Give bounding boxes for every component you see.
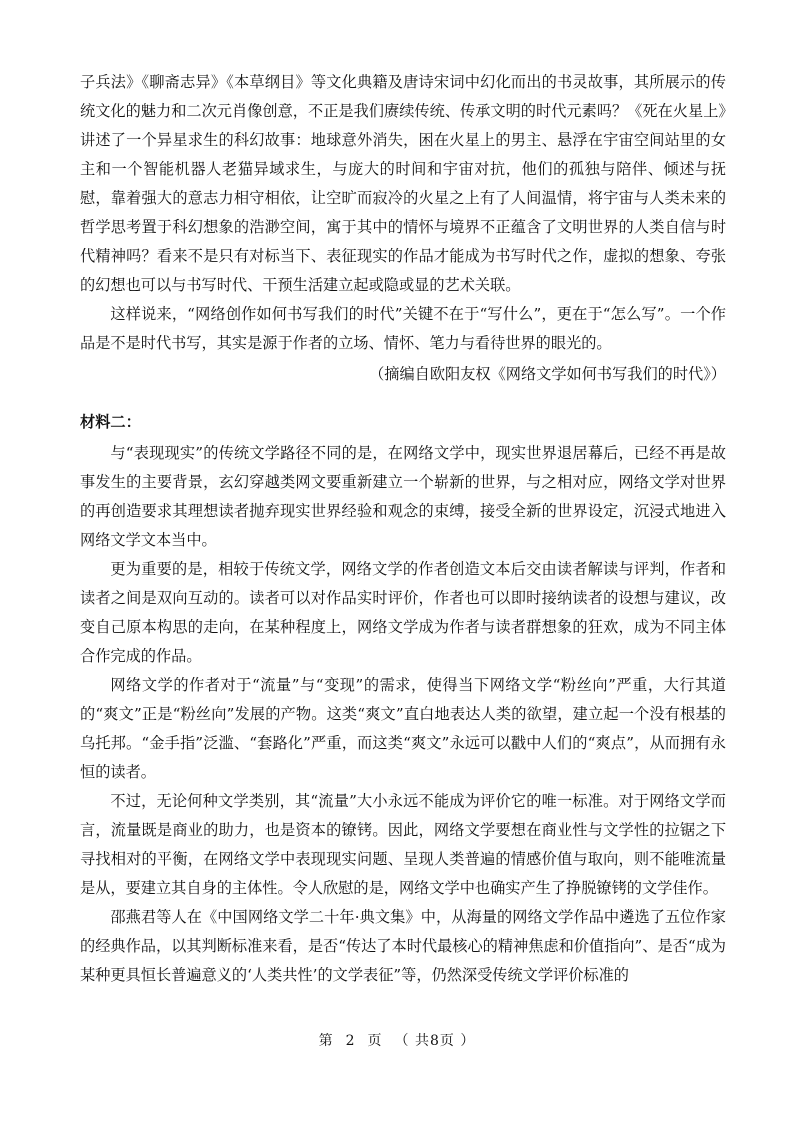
material-2-paragraph-2: 更为重要的是，相较于传统文学，网络文学的作者创造文本后交由读者解读与评判，作者和读者之间是双向互动的。读者可以对作品实时评价，作者也可以即时接纳读者的设想与建议，改变自己原本构思的走向，在某种程度上，网络文学成为作者与读者群想象的狂欢，成为不同主体合作完成的作品。	[80, 560, 726, 665]
footer-prefix: 第	[318, 1033, 334, 1049]
footer-total: （ 共8页 ）	[394, 1033, 476, 1049]
material-2-heading: 材料二：	[80, 413, 141, 431]
paragraph-continued: 子兵法》《聊斋志异》《本草纲目》等文化典籍及唐诗宋词中幻化而出的书灵故事，其所展示的传统文化的魅力和二次元肖像创意，不正是我们赓续传统、传承文明的时代元素吗？《死在火星上》讲述了一个异星求生的科幻故事：地球意外消失，困在火星上的男主、悬浮在宇宙空间站里的女主和一个智能机器人老猫异域求生，与庞大的时间和宇宙对抗，他们的孤独与陪伴、倾述与抚慰，靠着强大的意志力相守相依，让空旷而寂冷的火星之上有了人间温情，将宇宙与人类未来的哲学思考置于科幻想象的浩渺空间，寓于其中的情怀与境界不正蕴含了文明世界的人类自信与时代精神吗？看来不是只有对标当下、表征现实的作品才能成为书写时代之作，虚拟的想象、夸张的幻想也可以与书写时代、干预生活建立起或隐或显的艺术关联。	[80, 73, 726, 294]
article-body	[80, 68, 726, 990]
source-citation: （摘编自欧阳友权《网络文学如何书写我们的时代》）	[369, 365, 726, 383]
paragraph-conclusion: 这样说来，“网络创作如何书写我们的时代”关键不在于“写什么”，更在于“怎么写”。一个作品是不是时代书写，其实是源于作者的立场、情怀、笔力与看待世界的眼光的。	[80, 305, 726, 352]
material-2-paragraph-3: 网络文学的作者对于“流量”与“变现”的需求，使得当下网络文学“粉丝向”严重，大行其道的“爽文”正是“粉丝向”发展的产物。这类“爽文”直白地表达人类的欲望，建立起一个没有根基的乌托邦。“金手指”泛滥、“套路化”严重，而这类“爽文”永远可以戳中人们的“爽点”，从而拥有永恒的读者。	[80, 676, 726, 781]
footer-page-number: 2	[345, 1033, 356, 1049]
page-footer	[0, 1030, 794, 1050]
footer-suffix: 页	[367, 1033, 383, 1049]
material-2-paragraph-1: 与“表现现实”的传统文学路径不同的是，在网络文学中，现实世界退居幕后，已经不再是故事发生的主要背景，玄幻穿越类网文要重新建立一个崭新的世界，与之相对应，网络文学对世界的再创造要求其理想读者抛弃现实世界经验和观念的束缚，接受全新的世界设定，沉浸式地进入网络文学文本当中。	[80, 444, 726, 549]
material-2-paragraph-4: 不过，无论何种文学类别，其“流量”大小永远不能成为评价它的唯一标准。对于网络文学而言，流量既是商业的助力，也是资本的镣铐。因此，网络文学要想在商业性与文学性的拉锯之下寻找相对的平衡，在网络文学中表现现实问题、呈现人类普遍的情感价值与取向，则不能唯流量是从，要建立其自身的主体性。令人欣慰的是，网络文学中也确实产生了挣脱镣铐的文学佳作。	[80, 792, 726, 897]
material-2-paragraph-5: 邵燕君等人在《中国网络文学二十年·典文集》中，从海量的网络文学作品中遴选了五位作家的经典作品，以其判断标准来看，是否“传达了本时代最核心的精神焦虑和价值指向”、是否“成为某种更具恒长普遍意义的‘人类共性’的文学表征”等，仍然深受传统文学评价标准的	[80, 908, 726, 984]
